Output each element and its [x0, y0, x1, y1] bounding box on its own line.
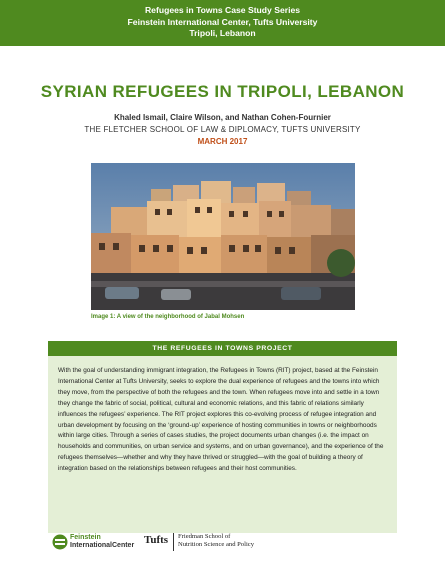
series-header [0, 0, 445, 46]
rit-project-description: With the goal of understanding immigrant integration, the Refugees in Towns (RIT) project, based at the Feinstein International Center at Tufts University, seeks to explore the dual experience of refugees and the towns into which they move, from the perspective of both the refugees and the town. When refugees move into and settle in a town they change the fabric of social, political, cultural and economic relations, and this fabric of relations similarly influences the refugees’ experience. The RIT project explores this co-evolving process of refugee integration and urban development by focusing on the ‘ground-up’ experience of hosting communities in towns or neighborhoods within large cities. Through a series of cases studies, the project documents urban changes (i.e. the impact on households and communities, on urban service and systems, and on urban governance), and the experience of the refugees themselves—whether and why they have thrived or struggled—with the goal of building a theory of integration based on the relationships between refugees and their host communities. [58, 367, 384, 473]
neighborhood-photo-illustration [91, 163, 355, 310]
series-location: Tripoli, Lebanon [189, 28, 256, 38]
series-title: Refugees in Towns Case Study Series [144, 5, 301, 15]
document-title: SYRIAN REFUGEES IN TRIPOLI, LEBANON [40, 82, 405, 101]
rit-project-panel [48, 341, 397, 533]
series-institution: Feinstein International Center, Tufts University [127, 16, 318, 27]
footer-logos [52, 531, 312, 553]
figure-caption: Image 1: A view of the neighborhood of Jabal Mohsen [91, 314, 245, 320]
friedman-line1: Friedman School of [178, 533, 231, 540]
affiliation: THE FLETCHER SCHOOL OF LAW & DIPLOMACY, TUFTS UNIVERSITY [84, 125, 361, 134]
feinstein-wordmark [70, 534, 134, 550]
rit-project-heading: THE REFUGEES IN TOWNS PROJECT [48, 341, 397, 356]
publication-date: MARCH 2017 [197, 137, 248, 146]
authors: Khaled Ismail, Claire Wilson, and Nathan Cohen-Fournier [114, 113, 331, 122]
feinstein-mark-icon [52, 534, 68, 550]
feinstein-line1: Feinstein [70, 534, 101, 541]
friedman-school-logo [178, 533, 254, 549]
feinstein-line2: InternationalCenter [70, 542, 135, 549]
neighborhood-photo [91, 163, 355, 310]
tufts-wordmark: Tufts [144, 533, 174, 551]
friedman-line2: Nutrition Science and Policy [178, 541, 254, 548]
